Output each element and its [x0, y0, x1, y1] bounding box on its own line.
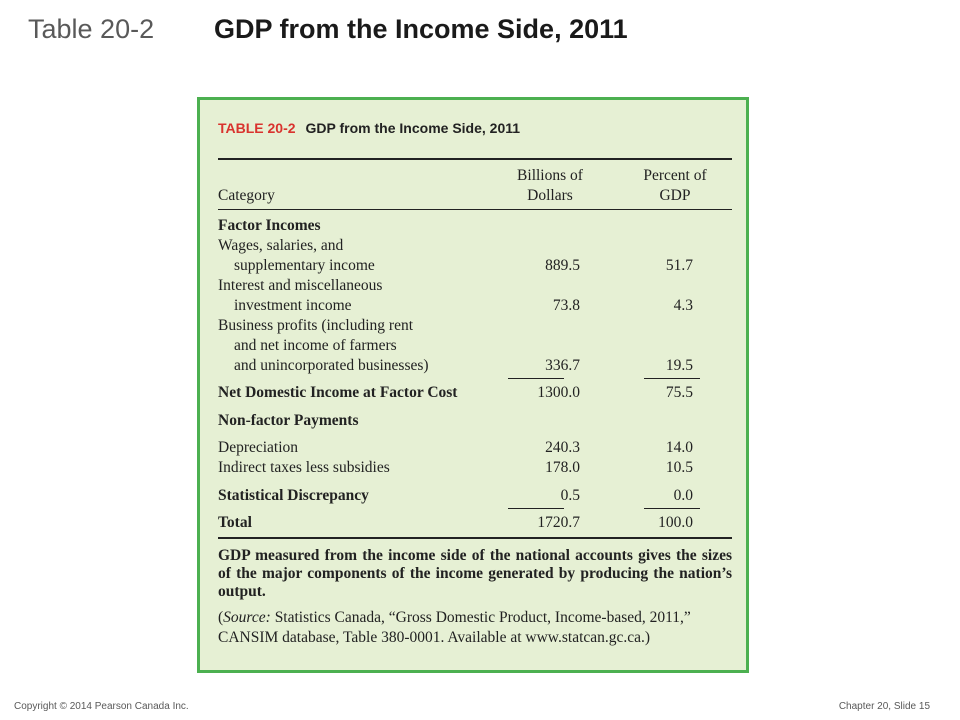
- row-label: and unincorporated businesses): [234, 357, 429, 374]
- total-rule-percent: [644, 508, 700, 509]
- table-panel: [197, 97, 749, 673]
- row-label: Depreciation: [218, 439, 299, 456]
- slide-title: [28, 14, 628, 54]
- percent-value: 75.5: [665, 384, 693, 401]
- header-billions-line1: Billions of: [517, 167, 583, 184]
- source-label: Source:: [223, 609, 271, 626]
- row-label: investment income: [234, 297, 352, 314]
- section-non-factor: Non-factor Payments: [218, 412, 359, 429]
- table-source: [218, 608, 738, 648]
- row-label: Wages, salaries, and: [218, 237, 344, 254]
- table-caption: [218, 120, 520, 136]
- footer-copyright: Copyright © 2014 Pearson Canada Inc.: [14, 701, 189, 712]
- percent-value: 0.0: [673, 487, 693, 504]
- table-row: [218, 383, 732, 403]
- billions-value: 889.5: [545, 257, 580, 274]
- billions-value: 1720.7: [537, 514, 580, 531]
- percent-value: 19.5: [665, 357, 693, 374]
- header-billions-line2: Dollars: [527, 187, 573, 204]
- table-note: GDP measured from the income side of the national accounts gives the sizes of the major components of the income generated by producing the nation’s output.: [218, 547, 732, 600]
- table-row: [218, 216, 732, 236]
- table-row: [218, 336, 732, 356]
- subtotal-rule-percent: [644, 378, 700, 379]
- slide-title-name: GDP from the Income Side, 2011: [214, 14, 628, 44]
- table-row: [218, 356, 732, 376]
- billions-value: 178.0: [545, 459, 580, 476]
- row-label: Business profits (including rent: [218, 317, 414, 334]
- source-line-1: (Source: Statistics Canada, “Gross Domestic Product, Income-based, 2011,”: [218, 609, 691, 626]
- row-net-domestic: Net Domestic Income at Factor Cost: [218, 384, 458, 401]
- section-factor-incomes: Factor Incomes: [218, 217, 321, 234]
- footer-slide-ref: Chapter 20, Slide 15: [838, 701, 930, 712]
- slide-title-label: Table 20-2: [28, 14, 155, 44]
- table-caption-number: TABLE 20-2: [218, 120, 296, 136]
- percent-value: 100.0: [658, 514, 693, 531]
- billions-value: 0.5: [560, 487, 580, 504]
- row-label: Indirect taxes less subsidies: [218, 459, 390, 476]
- row-label: Interest and miscellaneous: [218, 277, 383, 294]
- table-row: [218, 513, 732, 533]
- table-bottom-rule: [218, 537, 732, 539]
- source-line-2: CANSIM database, Table 380-0001. Available at www.statcan.gc.ca.): [218, 629, 651, 646]
- header-percent-line2: GDP: [659, 187, 691, 204]
- table-row: [218, 486, 732, 506]
- subtotal-rule-billions: [508, 378, 564, 379]
- percent-value: 10.5: [665, 459, 693, 476]
- total-rule-billions: [508, 508, 564, 509]
- table-row: [218, 316, 732, 336]
- percent-value: 51.7: [665, 257, 693, 274]
- billions-value: 336.7: [545, 357, 580, 374]
- header-percent-line1: Percent of: [643, 167, 707, 184]
- billions-value: 73.8: [552, 297, 580, 314]
- header-bottom-rule: [218, 209, 732, 210]
- table-row: [218, 411, 732, 431]
- billions-value: 240.3: [545, 439, 580, 456]
- row-label: supplementary income: [234, 257, 375, 274]
- table-row: [218, 438, 732, 458]
- billions-value: 1300.0: [537, 384, 580, 401]
- table-caption-title: GDP from the Income Side, 2011: [305, 120, 521, 136]
- table-row: [218, 276, 732, 296]
- table-row: [218, 296, 732, 316]
- row-label: and net income of farmers: [234, 337, 397, 354]
- percent-value: 14.0: [665, 439, 693, 456]
- percent-value: 4.3: [673, 297, 693, 314]
- row-discrepancy: Statistical Discrepancy: [218, 487, 369, 504]
- table-row: [218, 256, 732, 276]
- table-row: [218, 458, 732, 478]
- row-total: Total: [218, 514, 252, 531]
- source-line-1-text: Statistics Canada, “Gross Domestic Product, Income-based, 2011,”: [270, 609, 691, 626]
- table-row: [218, 236, 732, 256]
- table-top-rule: [218, 158, 732, 160]
- header-category: Category: [218, 187, 275, 204]
